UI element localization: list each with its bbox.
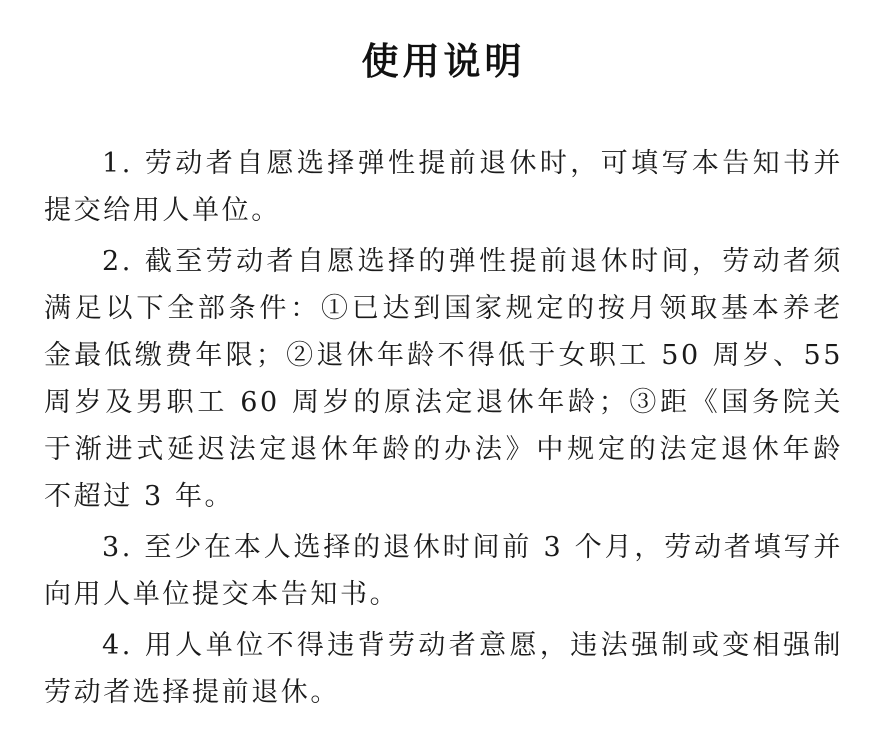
- instruction-paragraph-4: 4. 用人单位不得违背劳动者意愿，违法强制或变相强制劳动者选择提前退休。: [44, 630, 843, 708]
- instruction-paragraph-3: 3. 至少在本人选择的退休时间前 3 个月，劳动者填写并向用人单位提交本告知书。: [44, 532, 843, 610]
- instruction-paragraph-1: 1. 劳动者自愿选择弹性提前退休时，可填写本告知书并提交给用人单位。: [44, 148, 843, 226]
- instruction-paragraph-2: 2. 截至劳动者自愿选择的弹性提前退休时间，劳动者须满足以下全部条件：①已达到国家规定的按月领取基本养老金最低缴费年限；②退休年龄不得低于女职工 50 周岁、55 周岁及男职工 60 周岁的原法定退休年龄；③距《国务院关于渐进式延迟法定退休年龄的办法》中规定的法定退休年龄不超过 3 年。: [44, 246, 843, 512]
- document-title: 使用说明: [361, 40, 526, 83]
